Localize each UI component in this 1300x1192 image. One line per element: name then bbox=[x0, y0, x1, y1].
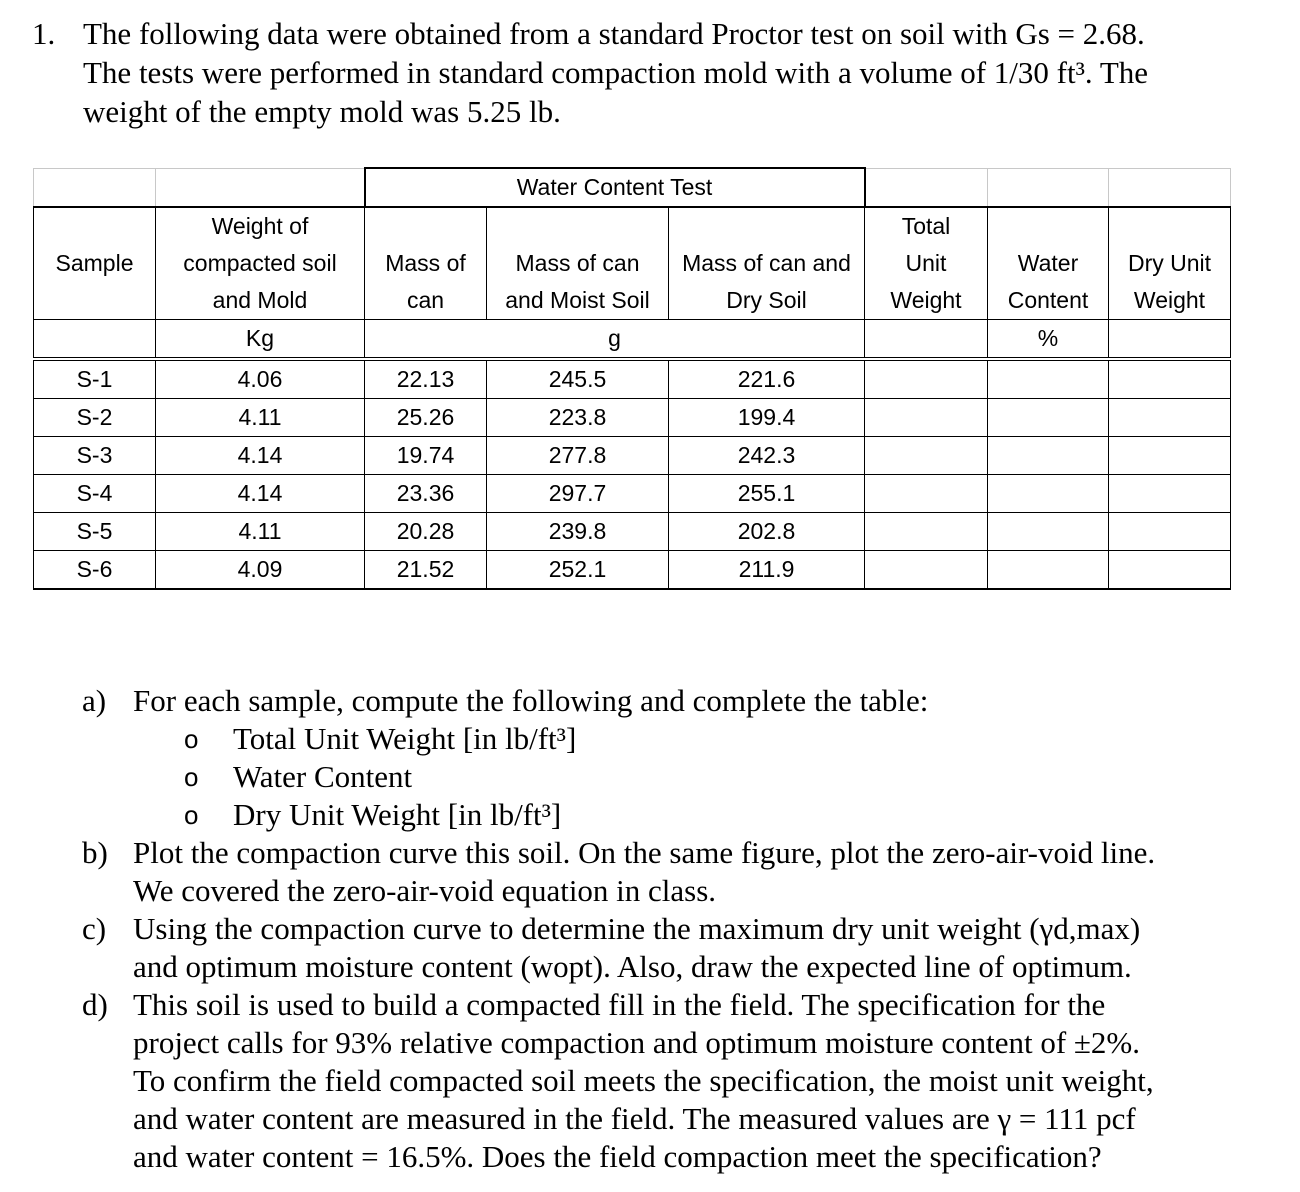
cell-total-unit-weight[interactable] bbox=[865, 437, 988, 475]
cell-weight: 4.11 bbox=[156, 399, 365, 437]
cell-water-content[interactable] bbox=[988, 513, 1109, 551]
cell-moist: 223.8 bbox=[487, 399, 669, 437]
cell-total-unit-weight[interactable] bbox=[865, 475, 988, 513]
cell-water-content[interactable] bbox=[988, 475, 1109, 513]
table-row bbox=[34, 513, 1231, 551]
table-row bbox=[34, 475, 1231, 513]
cell-dry-unit-weight[interactable] bbox=[1109, 551, 1231, 590]
cell-sample: S-6 bbox=[34, 551, 156, 590]
bullet-circle-icon: o bbox=[184, 762, 199, 792]
header-water-content: Water Content bbox=[988, 207, 1109, 320]
problem-text bbox=[83, 14, 1272, 131]
part-label: c) bbox=[82, 911, 107, 946]
header-dry-unit: Dry Unit Weight bbox=[1109, 207, 1231, 320]
cell-sample: S-5 bbox=[34, 513, 156, 551]
cell-can: 21.52 bbox=[365, 551, 487, 590]
part-label: a) bbox=[82, 683, 107, 718]
cell-dry-unit-weight[interactable] bbox=[1109, 399, 1231, 437]
cell-dry: 202.8 bbox=[669, 513, 865, 551]
cell-weight: 4.14 bbox=[156, 437, 365, 475]
cell-water-content[interactable] bbox=[988, 437, 1109, 475]
proctor-data-table bbox=[33, 167, 1231, 590]
part-a-text: For each sample, compute the following and complete the table: bbox=[133, 683, 929, 718]
bullet-circle-icon: o bbox=[184, 724, 199, 754]
bullet-item: o Water Content bbox=[184, 759, 413, 794]
cell-total-unit-weight[interactable] bbox=[865, 513, 988, 551]
cell-moist: 297.7 bbox=[487, 475, 669, 513]
cell-water-content[interactable] bbox=[988, 359, 1109, 399]
unit-g: g bbox=[365, 320, 865, 360]
cell-dry: 221.6 bbox=[669, 359, 865, 399]
table-header-row bbox=[34, 207, 1231, 320]
table-row bbox=[34, 551, 1231, 590]
cell-moist: 245.5 bbox=[487, 359, 669, 399]
cell-dry-unit-weight[interactable] bbox=[1109, 437, 1231, 475]
cell-dry: 242.3 bbox=[669, 437, 865, 475]
table-row bbox=[34, 437, 1231, 475]
cell-weight: 4.11 bbox=[156, 513, 365, 551]
cell-moist: 277.8 bbox=[487, 437, 669, 475]
cell-can: 20.28 bbox=[365, 513, 487, 551]
cell-weight: 4.09 bbox=[156, 551, 365, 590]
header-sample: Sample bbox=[34, 207, 156, 320]
bullet-circle-icon: o bbox=[184, 800, 199, 830]
cell-total-unit-weight[interactable] bbox=[865, 551, 988, 590]
table-group-header-row bbox=[34, 168, 1231, 207]
cell-sample: S-1 bbox=[34, 359, 156, 399]
question-parts bbox=[82, 682, 1282, 1176]
header-mass-can: Mass of can bbox=[365, 207, 487, 320]
problem-line: The tests were performed in standard compaction mold with a volume of 1/30 ft³. The bbox=[83, 55, 1149, 90]
cell-dry-unit-weight[interactable] bbox=[1109, 475, 1231, 513]
problem-statement bbox=[32, 14, 1272, 131]
cell-dry: 211.9 bbox=[669, 551, 865, 590]
bullet-item: o Total Unit Weight [in lb/ft³] bbox=[184, 721, 577, 756]
cell-moist: 239.8 bbox=[487, 513, 669, 551]
cell-water-content[interactable] bbox=[988, 551, 1109, 590]
cell-total-unit-weight[interactable] bbox=[865, 399, 988, 437]
cell-sample: S-4 bbox=[34, 475, 156, 513]
cell-can: 19.74 bbox=[365, 437, 487, 475]
table-row bbox=[34, 399, 1231, 437]
problem-number: 1. bbox=[32, 16, 56, 51]
part-d: d) This soil is used to build a compacted fill in the field. The specification for the project calls for 93% relative compaction and optimum moisture content of ±2%. To confirm the field compacted soil meets the specification, the moist unit weight, and water content are measured in the field. The measured values are γ = 111 pcf and water content = 16.5%. Does the field compaction meet the specification? bbox=[82, 987, 1154, 1174]
cell-water-content[interactable] bbox=[988, 399, 1109, 437]
water-content-test-header: Water Content Test bbox=[365, 168, 865, 207]
cell-dry: 255.1 bbox=[669, 475, 865, 513]
cell-can: 22.13 bbox=[365, 359, 487, 399]
problem-line: The following data were obtained from a standard Proctor test on soil with Gs = 2.68. bbox=[83, 16, 1145, 51]
part-a bbox=[82, 682, 1282, 720]
cell-weight: 4.14 bbox=[156, 475, 365, 513]
cell-dry: 199.4 bbox=[669, 399, 865, 437]
cell-total-unit-weight[interactable] bbox=[865, 359, 988, 399]
cell-sample: S-2 bbox=[34, 399, 156, 437]
part-label: b) bbox=[82, 835, 108, 870]
part-label: d) bbox=[82, 987, 108, 1022]
part-c: c) Using the compaction curve to determine the maximum dry unit weight (γd,max) and optimum moisture content (wopt). Also, draw the expected line of optimum. bbox=[82, 911, 1141, 984]
cell-dry-unit-weight[interactable] bbox=[1109, 513, 1231, 551]
bullet-item: o Dry Unit Weight [in lb/ft³] bbox=[184, 797, 562, 832]
header-total-unit: Total Unit Weight bbox=[865, 207, 988, 320]
header-weight: Weight of compacted soil and Mold bbox=[156, 207, 365, 320]
unit-kg: Kg bbox=[156, 320, 365, 360]
cell-weight: 4.06 bbox=[156, 359, 365, 399]
unit-percent: % bbox=[988, 320, 1109, 360]
problem-line: weight of the empty mold was 5.25 lb. bbox=[83, 94, 561, 129]
cell-sample: S-3 bbox=[34, 437, 156, 475]
cell-dry-unit-weight[interactable] bbox=[1109, 359, 1231, 399]
header-mass-dry: Mass of can and Dry Soil bbox=[669, 207, 865, 320]
table-units-row bbox=[34, 320, 1231, 360]
header-mass-moist: Mass of can and Moist Soil bbox=[487, 207, 669, 320]
cell-can: 23.36 bbox=[365, 475, 487, 513]
cell-can: 25.26 bbox=[365, 399, 487, 437]
part-b: b) Plot the compaction curve this soil. On the same figure, plot the zero-air-void line. We covered the zero-air-void equation in class. bbox=[82, 835, 1156, 908]
table-row bbox=[34, 359, 1231, 399]
cell-moist: 252.1 bbox=[487, 551, 669, 590]
